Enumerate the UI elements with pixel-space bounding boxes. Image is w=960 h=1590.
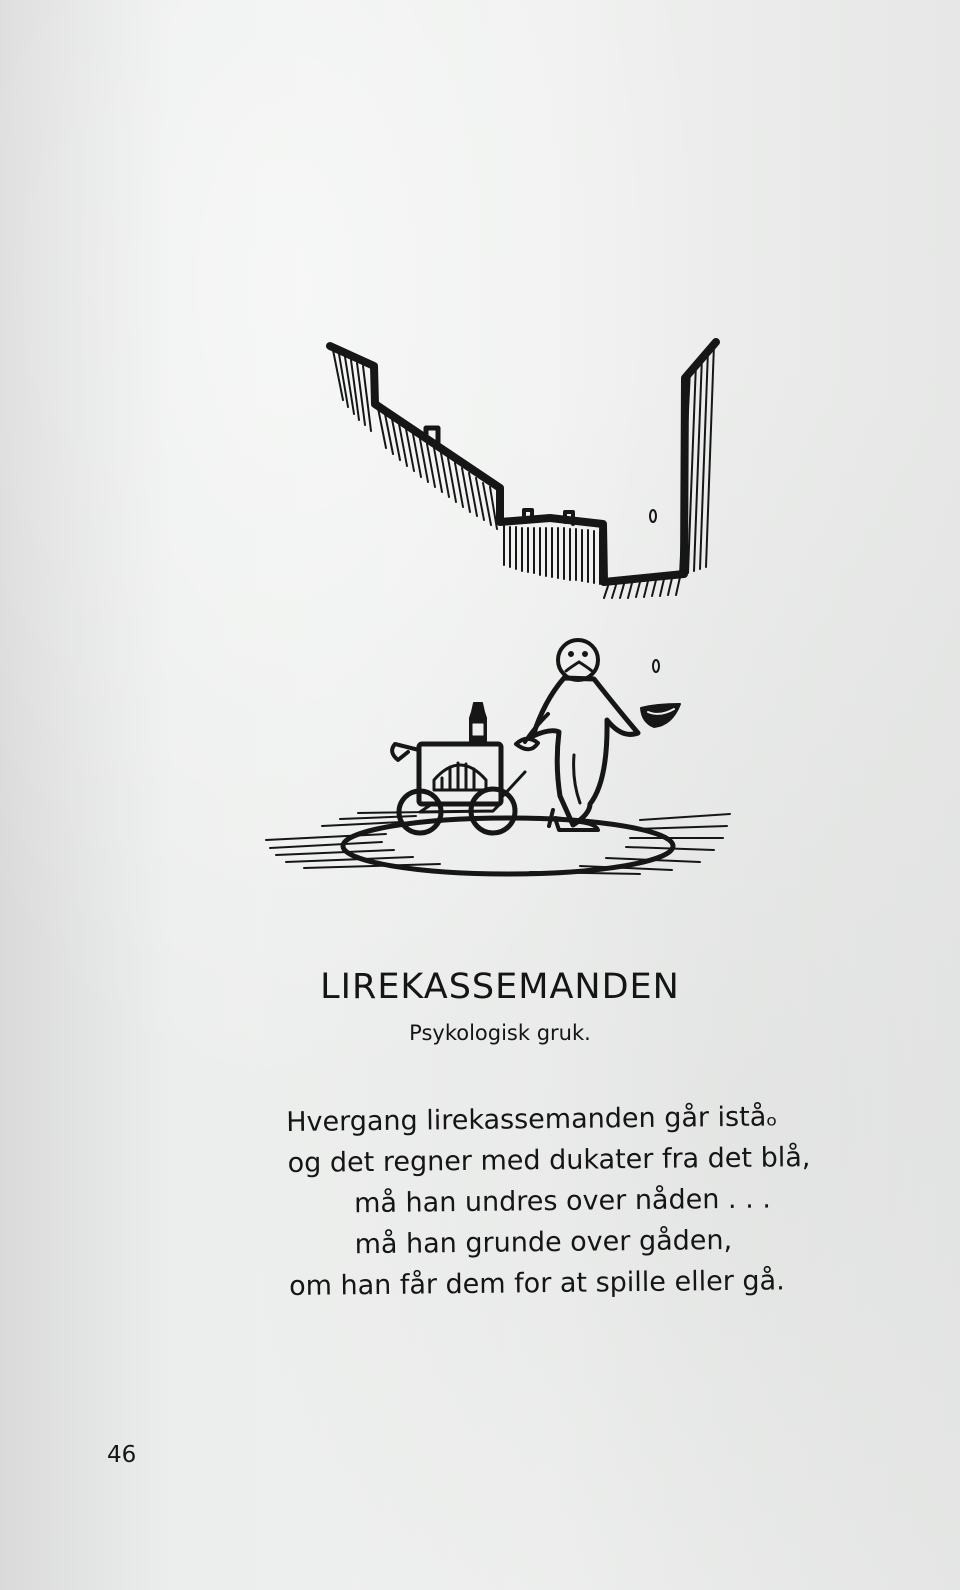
hatching-right-building <box>604 344 714 598</box>
figure-head <box>558 640 598 680</box>
cart-handle <box>392 744 419 760</box>
figure-body <box>533 678 638 825</box>
ground-shadow-illustration <box>266 812 730 874</box>
poem-line-1: Hvergang lirekassemanden går iståₒ <box>286 1101 778 1138</box>
poem-subtitle: Psykologisk gruk. <box>409 1021 591 1045</box>
poem-line-2: og det regner med dukater fra det blå, <box>287 1142 811 1179</box>
crank-arm <box>501 772 525 798</box>
figure-left-eye <box>569 652 574 657</box>
page-number: 46 <box>107 1442 137 1468</box>
figure-mustache <box>566 662 592 671</box>
figure-leg-line <box>574 755 580 803</box>
left-roofline <box>330 346 604 582</box>
ground-hatching <box>266 812 730 874</box>
figure-right-eye <box>583 652 588 657</box>
right-roofline <box>604 342 716 582</box>
poem-text <box>286 1096 858 1307</box>
organ-grinder-figure <box>516 640 680 830</box>
organ-grille <box>434 763 486 790</box>
street-buildings-illustration <box>330 342 716 672</box>
hatching-center-building <box>504 526 600 584</box>
poem-title: LIREKASSEMANDEN <box>320 967 680 1007</box>
poem-line-4: må han grunde over gåden, <box>354 1224 733 1261</box>
poem-line-5: om han får dem for at spille eller gå. <box>288 1265 785 1302</box>
coin-mark <box>653 660 659 672</box>
small-window-mark <box>650 510 656 522</box>
poem-line-3: må han undres over nåden . . . <box>353 1183 772 1220</box>
hatching-left-building <box>333 350 497 529</box>
organ-cart-illustration <box>392 703 525 833</box>
bottle-label <box>473 724 483 735</box>
hat-in-hand <box>641 704 680 727</box>
figure-hand-left <box>516 739 538 750</box>
